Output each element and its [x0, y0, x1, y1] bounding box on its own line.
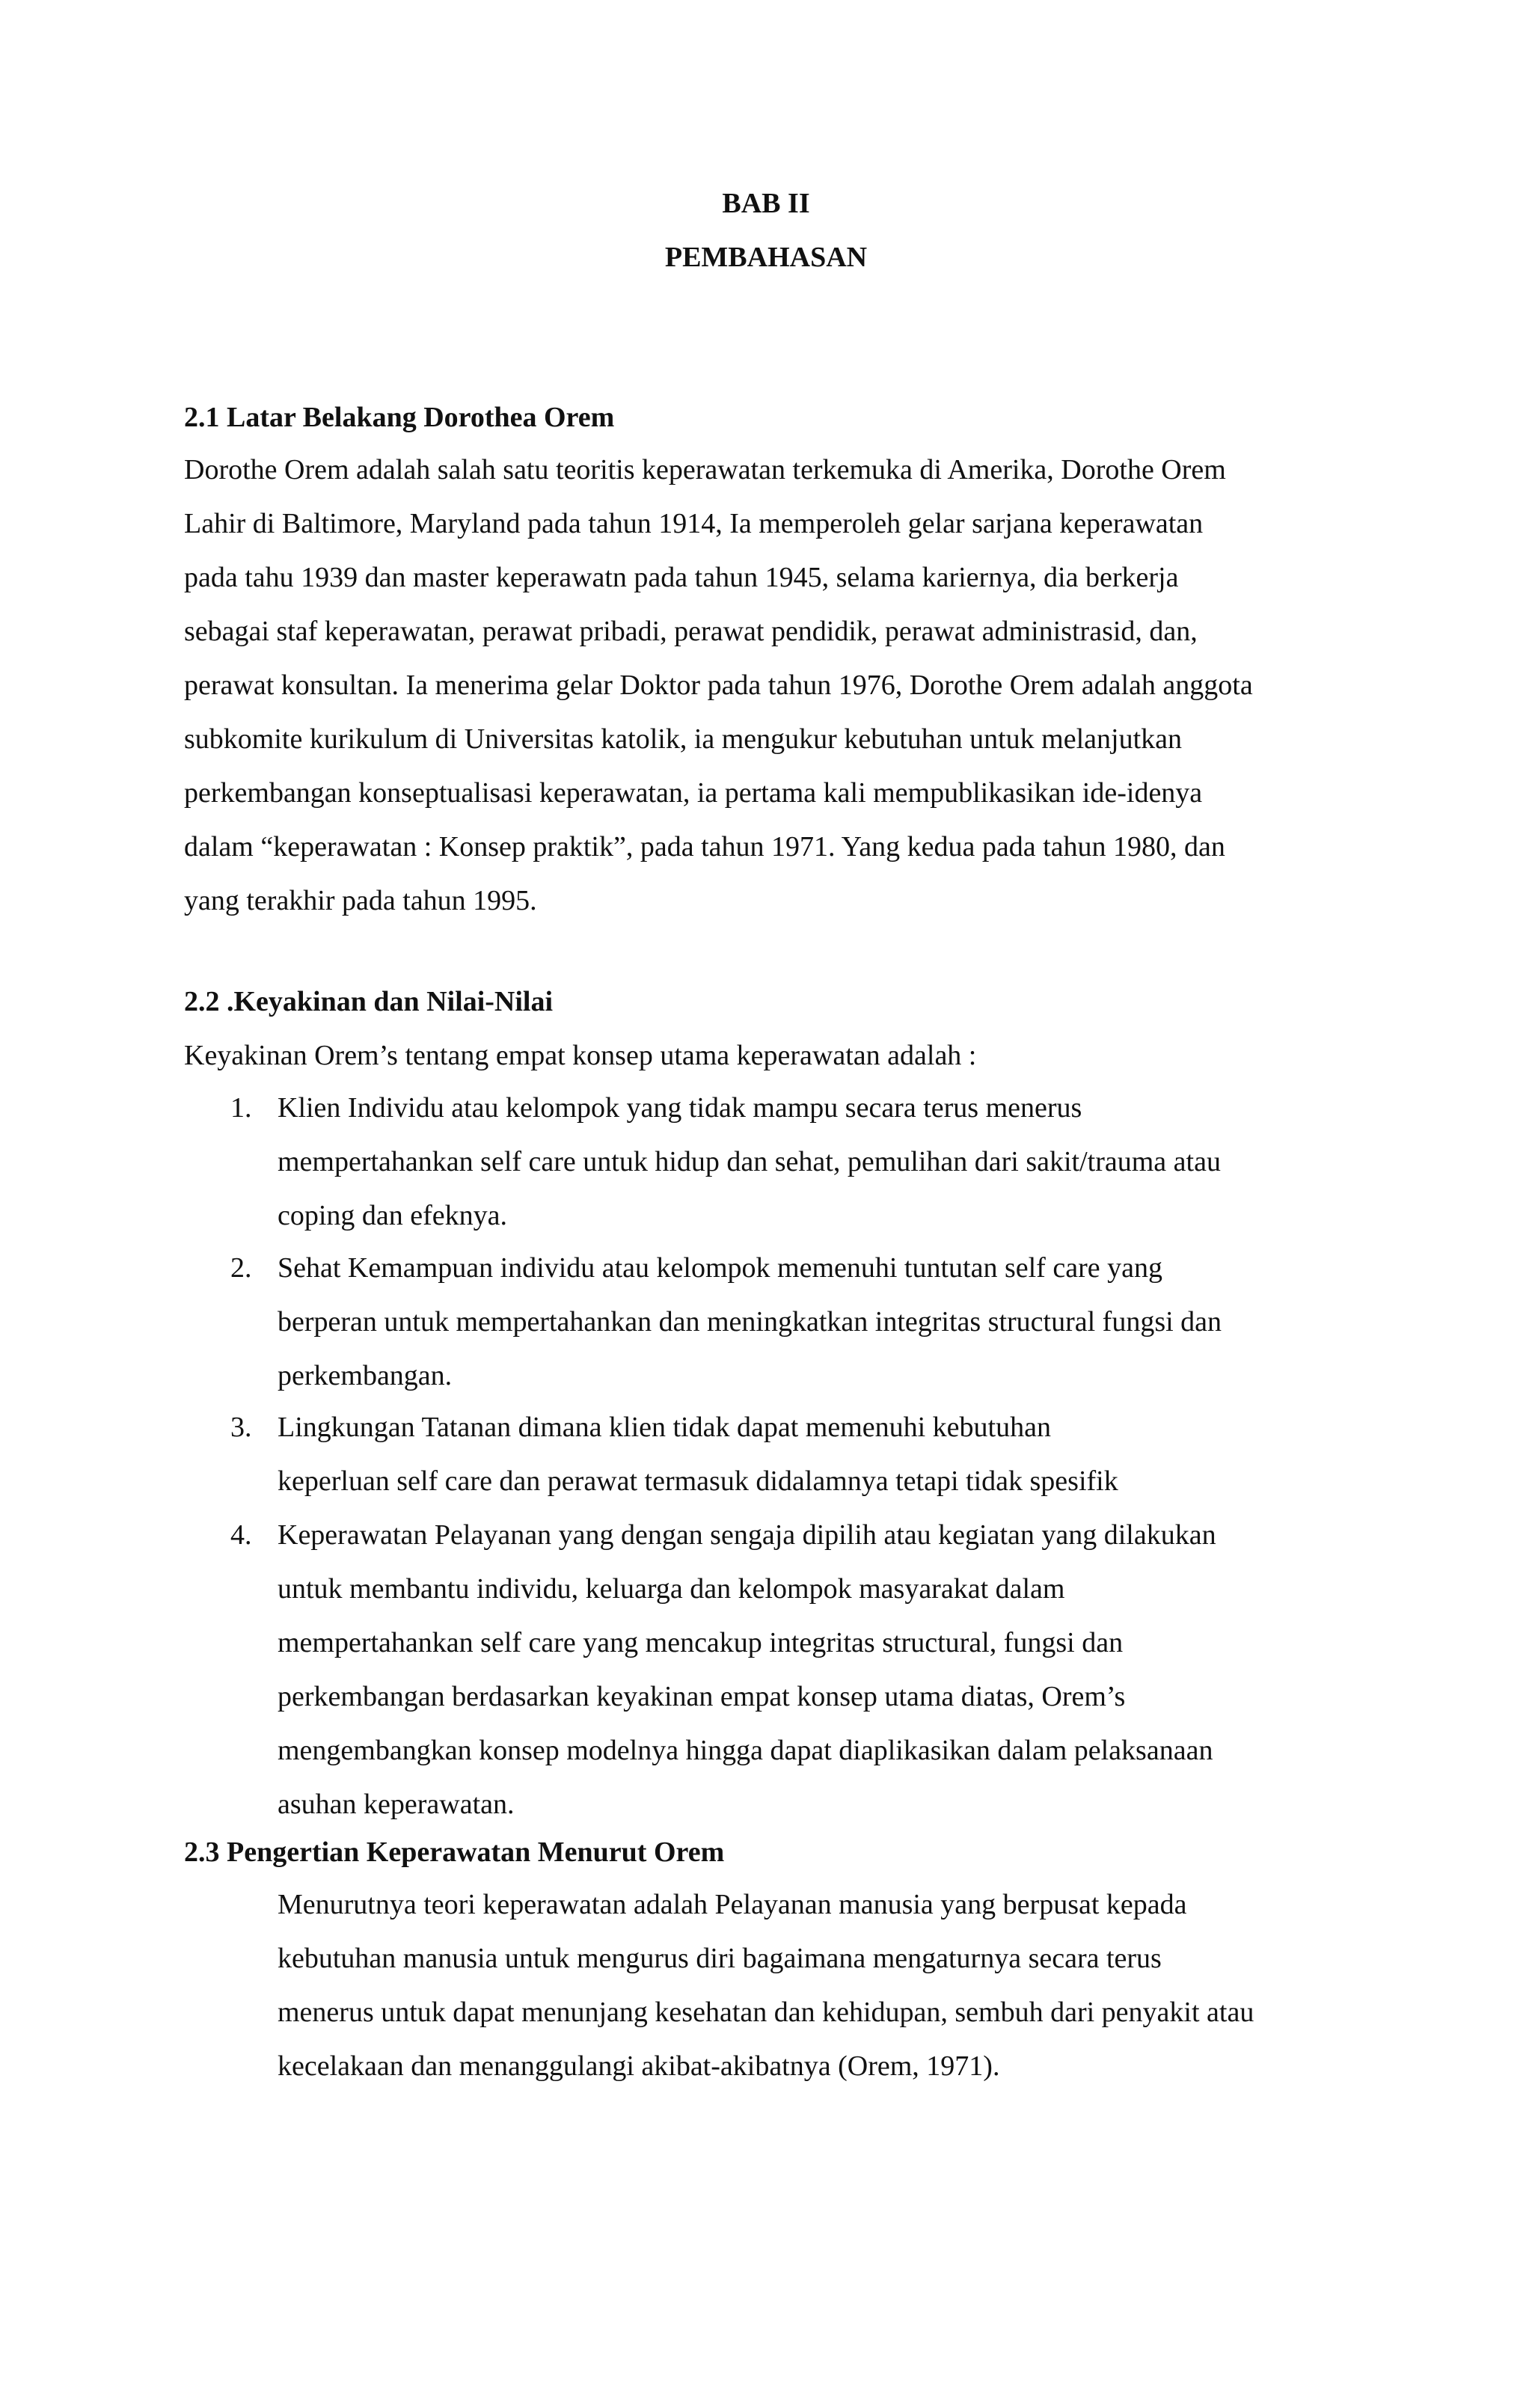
list-item-line: untuk membantu individu, keluarga dan kelompok masyarakat dalam: [278, 1573, 1065, 1605]
list-item-line: keperluan self care dan perawat termasuk didalamnya tetapi tidak spesifik: [278, 1465, 1118, 1497]
section-2-heading: 2.2 .Keyakinan dan Nilai-Nilai: [184, 986, 554, 1017]
paragraph-line: kecelakaan dan menanggulangi akibat-akibatnya (Orem, 1971).: [278, 2050, 1000, 2082]
list-item-line: mempertahankan self care yang mencakup integritas structural, fungsi dan: [278, 1627, 1124, 1658]
chapter-label: BAB II: [722, 188, 810, 219]
list-item-text: [278, 1081, 1221, 1243]
paragraph-line: menerus untuk dapat menunjang kesehatan dan kehidupan, sembuh dari penyakit atau: [278, 1997, 1254, 2028]
section-2-intro: [184, 1029, 976, 1082]
list-item-line: Keperawatan Pelayanan yang dengan sengaja dipilih atau kegiatan yang dilakukan: [278, 1519, 1216, 1551]
paragraph-line: Dorothe Orem adalah salah satu teoritis keperawatan terkemuka di Amerika, Dorothe Orem: [184, 454, 1226, 485]
chapter-title: PEMBAHASAN: [664, 242, 868, 273]
list-item-text: [278, 1400, 1118, 1508]
list-number: 2.: [230, 1252, 252, 1284]
section-1-heading: 2.1 Latar Belakang Dorothea Orem: [184, 402, 615, 433]
list-item-line: asuhan keperawatan.: [278, 1789, 515, 1820]
paragraph-line: yang terakhir pada tahun 1995.: [184, 885, 537, 916]
list-number: 3.: [230, 1412, 252, 1443]
paragraph-line: kebutuhan manusia untuk mengurus diri bagaimana mengaturnya secara terus: [278, 1943, 1162, 1974]
section-3-heading: 2.3 Pengertian Keperawatan Menurut Orem: [184, 1836, 725, 1868]
list-item-line: perkembangan.: [278, 1360, 453, 1391]
paragraph-line: Menurutnya teori keperawatan adalah Pelayanan manusia yang berpusat kepada: [278, 1889, 1187, 1920]
list-item-text: [278, 1508, 1216, 1831]
list-item-line: mengembangkan konsep modelnya hingga dapat diaplikasikan dalam pelaksanaan: [278, 1735, 1213, 1766]
list-item-line: Lingkungan Tatanan dimana klien tidak dapat memenuhi kebutuhan: [278, 1412, 1051, 1443]
list-number: 1.: [230, 1092, 252, 1124]
list-item-line: perkembangan berdasarkan keyakinan empat konsep utama diatas, Orem’s: [278, 1681, 1126, 1712]
section-1-paragraph: [184, 443, 1253, 928]
list-item-text: [278, 1241, 1222, 1403]
section-3-paragraph: [278, 1878, 1254, 2093]
list-item-line: Sehat Kemampuan individu atau kelompok memenuhi tuntutan self care yang: [278, 1252, 1162, 1284]
list-item-line: mempertahankan self care untuk hidup dan sehat, pemulihan dari sakit/trauma atau: [278, 1146, 1221, 1177]
paragraph-line: pada tahu 1939 dan master keperawatn pada tahun 1945, selama kariernya, dia berkerja: [184, 562, 1179, 593]
list-item-line: coping dan efeknya.: [278, 1200, 508, 1231]
paragraph-line: sebagai staf keperawatan, perawat pribadi, perawat pendidik, perawat administrasid, dan,: [184, 616, 1198, 647]
intro-line: Keyakinan Orem’s tentang empat konsep utama keperawatan adalah :: [184, 1040, 977, 1071]
list-item-line: berperan untuk mempertahankan dan meningkatkan integritas structural fungsi dan: [278, 1306, 1222, 1338]
paragraph-line: perawat konsultan. Ia menerima gelar Doktor pada tahun 1976, Dorothe Orem adalah anggota: [184, 670, 1253, 701]
paragraph-line: Lahir di Baltimore, Maryland pada tahun 1914, Ia memperoleh gelar sarjana keperawatan: [184, 508, 1204, 539]
paragraph-line: subkomite kurikulum di Universitas katolik, ia mengukur kebutuhan untuk melanjutkan: [184, 723, 1183, 755]
paragraph-line: perkembangan konseptualisasi keperawatan, ia pertama kali mempublikasikan ide-idenya: [184, 777, 1203, 809]
paragraph-line: dalam “keperawatan : Konsep praktik”, pada tahun 1971. Yang kedua pada tahun 1980, dan: [184, 831, 1225, 863]
list-number: 4.: [230, 1519, 252, 1551]
list-item-line: Klien Individu atau kelompok yang tidak mampu secara terus menerus: [278, 1092, 1082, 1124]
